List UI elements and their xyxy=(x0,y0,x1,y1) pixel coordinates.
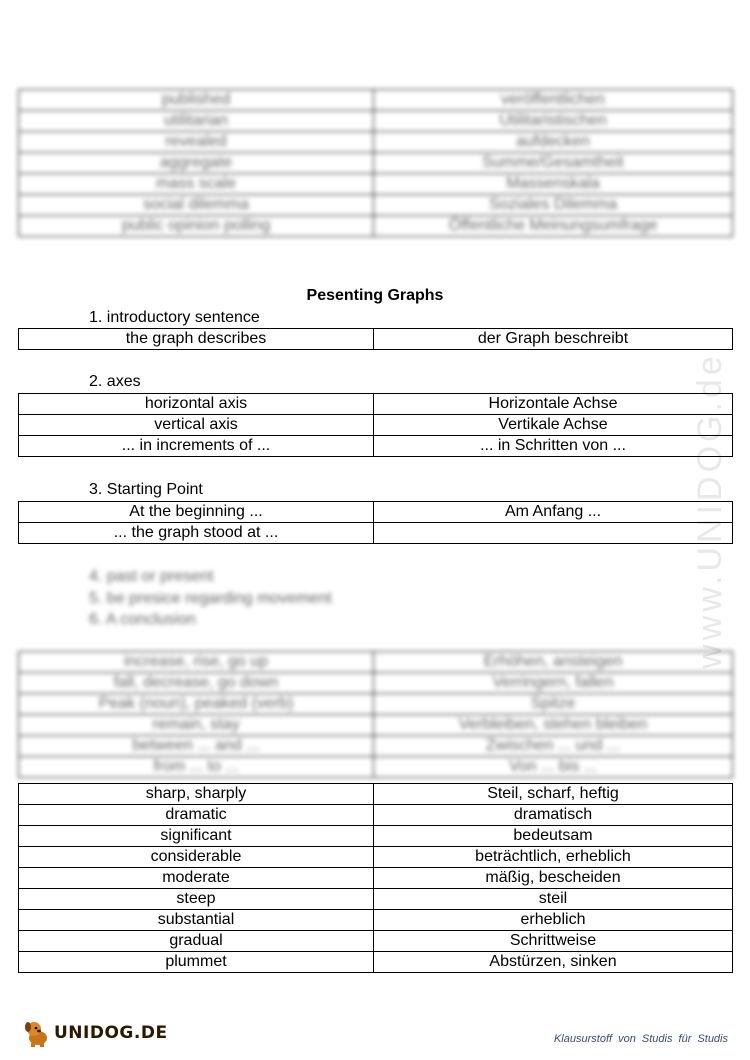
german-term: beträchtlich, erheblich xyxy=(374,847,733,868)
table-row xyxy=(19,652,733,673)
english-term: At the beginning ... xyxy=(19,502,374,523)
table-row xyxy=(19,889,733,910)
english-term: aggregate xyxy=(19,153,374,174)
english-term: horizontal axis xyxy=(19,394,374,415)
logo-text: UNIDOG.DE xyxy=(54,1023,168,1043)
german-term: ... in Schritten von ... xyxy=(374,436,733,457)
vocab-table-starting xyxy=(18,501,733,544)
vocab-table-movement xyxy=(18,651,733,778)
table-row xyxy=(19,826,733,847)
english-term: revealed xyxy=(19,132,374,153)
section-item-4: 4. past or present xyxy=(89,568,214,585)
section-item-6: 6. A conclusion xyxy=(89,611,196,628)
english-term: increase, rise, go up xyxy=(19,652,374,673)
german-term: Abstürzen, sinken xyxy=(374,952,733,973)
german-term: aufdecken xyxy=(374,132,733,153)
german-term: erheblich xyxy=(374,910,733,931)
table-row xyxy=(19,174,733,195)
footer-logo xyxy=(22,1018,168,1048)
english-term: mass scale xyxy=(19,174,374,195)
english-term: remain, stay xyxy=(19,715,374,736)
table-row xyxy=(19,111,733,132)
table-row xyxy=(19,673,733,694)
table-row xyxy=(19,329,733,350)
vocab-table-adjectives xyxy=(18,783,733,973)
german-term: steil xyxy=(374,889,733,910)
english-term: published xyxy=(19,90,374,111)
table-row xyxy=(19,394,733,415)
table-row xyxy=(19,715,733,736)
german-term: Schrittweise xyxy=(374,931,733,952)
german-term: Steil, scharf, heftig xyxy=(374,784,733,805)
english-term: social dilemma xyxy=(19,195,374,216)
english-term: plummet xyxy=(19,952,374,973)
german-term: dramatisch xyxy=(374,805,733,826)
english-term: significant xyxy=(19,826,374,847)
table-row xyxy=(19,90,733,111)
german-term: Spitze xyxy=(374,694,733,715)
german-term: bedeutsam xyxy=(374,826,733,847)
english-term: Peak (noun), peaked (verb) xyxy=(19,694,374,715)
table-row xyxy=(19,952,733,973)
table-row xyxy=(19,132,733,153)
german-term: Öffentliche Meinungsumfrage xyxy=(374,216,733,237)
section-starting-point: 3. Starting Point xyxy=(89,481,203,498)
german-term: Von ... bis ... xyxy=(374,757,733,778)
section-axes: 2. axes xyxy=(89,373,141,390)
english-term: sharp, sharply xyxy=(19,784,374,805)
english-term: public opinion polling xyxy=(19,216,374,237)
german-term: Summe/Gesamtheit xyxy=(374,153,733,174)
english-term: between ... and ... xyxy=(19,736,374,757)
english-term: fall, decrease, go down xyxy=(19,673,374,694)
german-term: Verringern, fallen xyxy=(374,673,733,694)
table-row xyxy=(19,436,733,457)
vocab-table-intro xyxy=(18,328,733,350)
english-term: ... the graph stood at ... xyxy=(19,523,374,544)
english-term: vertical axis xyxy=(19,415,374,436)
german-term: veröffentlichen xyxy=(374,90,733,111)
german-term: Soziales Dilemma xyxy=(374,195,733,216)
english-term: from ... to ... xyxy=(19,757,374,778)
table-row xyxy=(19,195,733,216)
section-intro: 1. introductory sentence xyxy=(89,309,260,326)
english-term: ... in increments of ... xyxy=(19,436,374,457)
footer-tagline: Klausurstoff von Studis für Studis xyxy=(553,1033,728,1045)
german-term: mäßig, bescheiden xyxy=(374,868,733,889)
table-row xyxy=(19,415,733,436)
table-row xyxy=(19,153,733,174)
dog-logo-icon xyxy=(22,1018,52,1048)
german-term: Erhöhen, ansteigen xyxy=(374,652,733,673)
table-row xyxy=(19,931,733,952)
page-title: Pesenting Graphs xyxy=(306,287,444,304)
table-row xyxy=(19,523,733,544)
table-row xyxy=(19,910,733,931)
english-term: considerable xyxy=(19,847,374,868)
vocab-table-top xyxy=(18,89,733,237)
english-term: gradual xyxy=(19,931,374,952)
table-row xyxy=(19,694,733,715)
table-row xyxy=(19,757,733,778)
german-term xyxy=(374,523,733,544)
english-term: dramatic xyxy=(19,805,374,826)
table-row xyxy=(19,784,733,805)
vocab-table-axes xyxy=(18,393,733,457)
section-item-5: 5. be presice regarding movement xyxy=(89,590,332,607)
english-term: substantial xyxy=(19,910,374,931)
english-term: moderate xyxy=(19,868,374,889)
german-term: der Graph beschreibt xyxy=(374,329,733,350)
table-row xyxy=(19,847,733,868)
table-row xyxy=(19,502,733,523)
table-row xyxy=(19,868,733,889)
table-row xyxy=(19,216,733,237)
table-row xyxy=(19,736,733,757)
german-term: Zwischen ... und ... xyxy=(374,736,733,757)
english-term: steep xyxy=(19,889,374,910)
german-term: Am Anfang ... xyxy=(374,502,733,523)
english-term: utilitarian xyxy=(19,111,374,132)
german-term: Massenskala xyxy=(374,174,733,195)
table-row xyxy=(19,805,733,826)
watermark-text: www.UNIDOG.de xyxy=(690,351,729,669)
german-term: Verbleiben, stehen bleiben xyxy=(374,715,733,736)
german-term: Utilitaristischen xyxy=(374,111,733,132)
german-term: Horizontale Achse xyxy=(374,394,733,415)
english-term: the graph describes xyxy=(19,329,374,350)
german-term: Vertikale Achse xyxy=(374,415,733,436)
